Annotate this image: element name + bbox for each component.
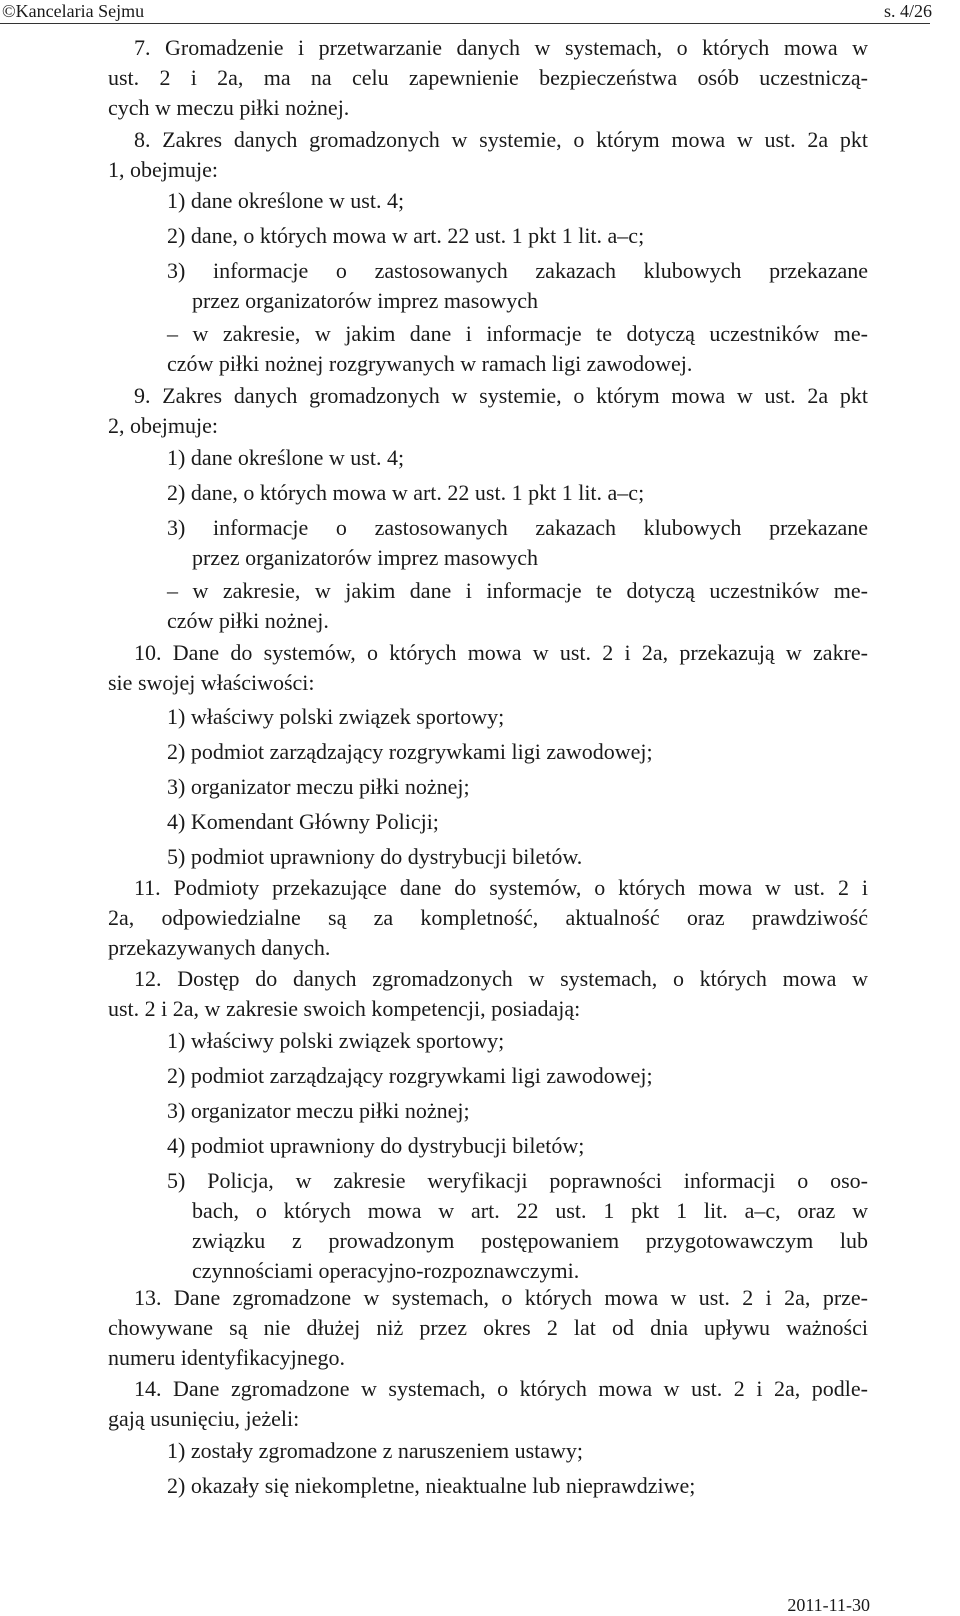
list-item — [167, 1096, 868, 1126]
text-line: 4) podmiot uprawniony do dystrybucji biletów; — [167, 1133, 585, 1158]
text-line: 11. Podmioty przekazujące dane do systemów, o których mowa w ust. 2 i — [134, 875, 868, 900]
text-line: 9. Zakres danych gromadzonych w systemie, o którym mowa w ust. 2a pkt — [134, 383, 868, 408]
text-line: 13. Dane zgromadzone w systemach, o których mowa w ust. 2 i 2a, prze- — [134, 1285, 868, 1310]
text-line: 2, obejmuje: — [108, 413, 218, 438]
text-line: 3) organizator meczu piłki nożnej; — [167, 1098, 470, 1123]
list-item — [167, 737, 868, 767]
text-line: 3) informacje o zastosowanych zakazach klubowych przekazane — [167, 258, 868, 283]
text-line: związku z prowadzonym postępowaniem przygotowawczym lub — [192, 1228, 868, 1253]
paragraph — [108, 381, 868, 441]
text-line: 1, obejmuje: — [108, 157, 218, 182]
text-line: 2) dane, o których mowa w art. 22 ust. 1 pkt 1 lit. a–c; — [167, 223, 645, 248]
text-line: 1) właściwy polski związek sportowy; — [167, 1028, 505, 1053]
list-item — [167, 772, 868, 802]
list-item — [167, 1436, 868, 1466]
text-line: 1) właściwy polski związek sportowy; — [167, 704, 505, 729]
paragraph — [108, 873, 868, 963]
text-line: 8. Zakres danych gromadzonych w systemie, o którym mowa w ust. 2a pkt — [134, 127, 868, 152]
text-line: chowywane są nie dłużej niż przez okres 2 lat od dnia upływu ważności — [108, 1315, 868, 1340]
text-line: cych w meczu piłki nożnej. — [108, 95, 350, 120]
text-line: 2) podmiot zarządzający rozgrywkami ligi zawodowej; — [167, 739, 653, 764]
list-item — [167, 478, 868, 508]
text-line: 2) okazały się niekompletne, nieaktualne lub nieprawdziwe; — [167, 1473, 696, 1498]
text-line: ust. 2 i 2a, ma na celu zapewnienie bezpieczeństwa osób uczestniczą- — [108, 65, 868, 90]
list-item — [167, 513, 868, 573]
footer-date: 2011-11-30 — [787, 1595, 870, 1615]
paragraph — [108, 33, 868, 123]
list-item — [167, 807, 868, 837]
text-line: 5) podmiot uprawniony do dystrybucji biletów. — [167, 844, 583, 869]
list-item — [167, 1061, 868, 1091]
text-line: przez organizatorów imprez masowych — [192, 545, 538, 570]
list-item — [167, 1166, 868, 1286]
text-line: 1) dane określone w ust. 4; — [167, 445, 405, 470]
paragraph — [108, 638, 868, 698]
list-item — [167, 1026, 868, 1056]
text-line: gają usunięciu, jeżeli: — [108, 1406, 300, 1431]
list-item — [167, 443, 868, 473]
text-line: przekazywanych danych. — [108, 935, 331, 960]
list-item — [167, 186, 868, 216]
text-line: przez organizatorów imprez masowych — [192, 288, 538, 313]
paragraph — [108, 964, 868, 1024]
text-line: 14. Dane zgromadzone w systemach, o których mowa w ust. 2 i 2a, podle- — [134, 1376, 868, 1401]
list-item — [167, 221, 868, 251]
text-line: 12. Dostęp do danych zgromadzonych w systemach, o których mowa w — [134, 966, 868, 991]
text-line: czynnościami operacyjno-rozpoznawczymi. — [192, 1258, 580, 1283]
list-item — [167, 702, 868, 732]
list-item — [167, 1131, 868, 1161]
text-line: 2) podmiot zarządzający rozgrywkami ligi zawodowej; — [167, 1063, 653, 1088]
text-line: bach, o których mowa w art. 22 ust. 1 pkt 1 lit. a–c, oraz w — [192, 1198, 868, 1223]
text-line: sie swojej właściwości: — [108, 670, 315, 695]
text-line: 7. Gromadzenie i przetwarzanie danych w systemach, o których mowa w — [134, 35, 868, 60]
text-line: 1) zostały zgromadzone z naruszeniem ustawy; — [167, 1438, 584, 1463]
text-line: numeru identyfikacyjnego. — [108, 1345, 346, 1370]
text-line: 3) organizator meczu piłki nożnej; — [167, 774, 470, 799]
text-line: – w zakresie, w jakim dane i informacje te dotyczą uczestników me- — [167, 578, 868, 603]
text-line: – w zakresie, w jakim dane i informacje te dotyczą uczestników me- — [167, 321, 868, 346]
text-line: 1) dane określone w ust. 4; — [167, 188, 405, 213]
text-line: 10. Dane do systemów, o których mowa w ust. 2 i 2a, przekazują w zakre- — [134, 640, 868, 665]
list-item — [167, 842, 868, 872]
text-line: 5) Policja, w zakresie weryfikacji poprawności informacji o oso- — [167, 1168, 868, 1193]
dash-clause — [167, 319, 868, 379]
text-line: czów piłki nożnej. — [167, 608, 329, 633]
header-page-number: s. 4/26 — [883, 1, 932, 21]
paragraph — [108, 125, 868, 185]
text-line: 3) informacje o zastosowanych zakazach klubowych przekazane — [167, 515, 868, 540]
text-line: 4) Komendant Główny Policji; — [167, 809, 439, 834]
list-item — [167, 1471, 868, 1501]
dash-clause — [167, 576, 868, 636]
text-line: ust. 2 i 2a, w zakresie swoich kompetencji, posiadają: — [108, 996, 581, 1021]
text-line: 2) dane, o których mowa w art. 22 ust. 1 pkt 1 lit. a–c; — [167, 480, 645, 505]
text-line: 2a, odpowiedzialne są za kompletność, aktualność oraz prawdziwość — [108, 905, 868, 930]
text-line: czów piłki nożnej rozgrywanych w ramach ligi zawodowej. — [167, 351, 693, 376]
paragraph — [108, 1283, 868, 1373]
header-source: ©Kancelaria Sejmu — [2, 1, 145, 21]
list-item — [167, 256, 868, 316]
paragraph — [108, 1374, 868, 1434]
header-rule — [0, 23, 930, 24]
